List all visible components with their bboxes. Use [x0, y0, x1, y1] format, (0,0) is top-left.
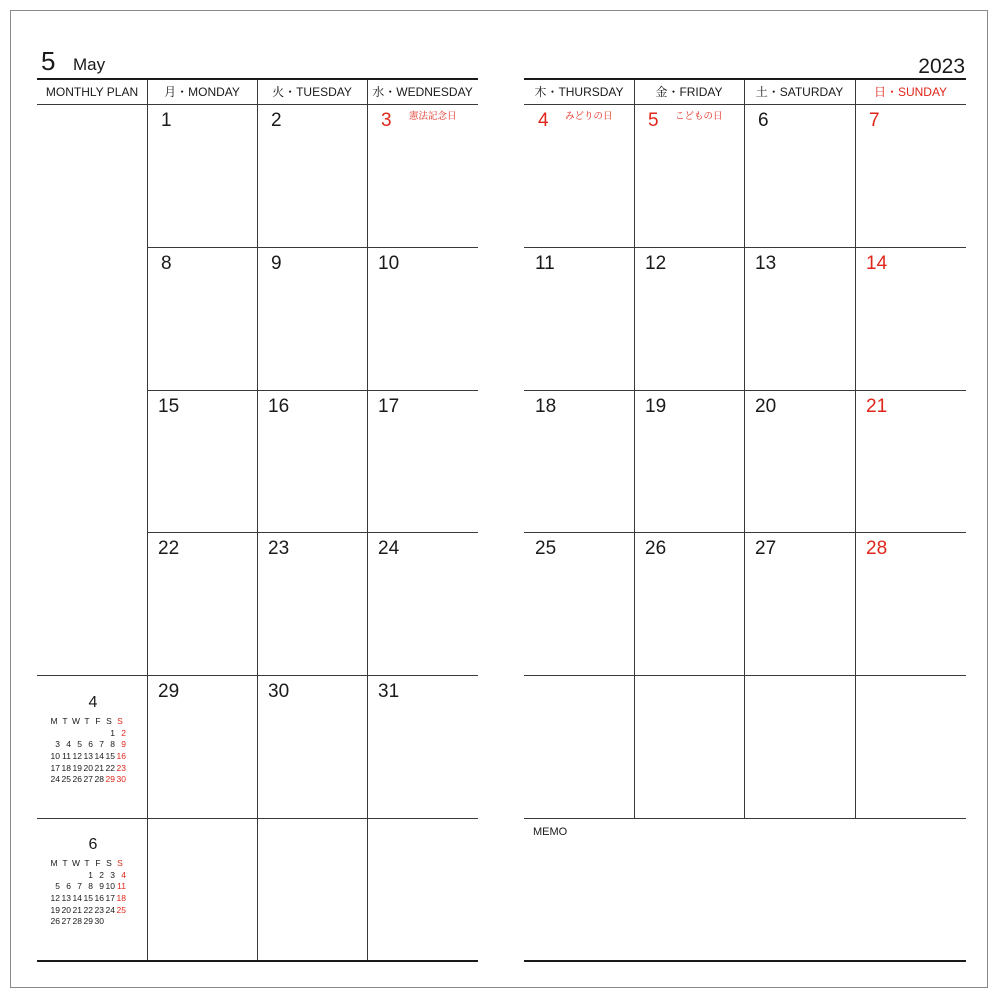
mini-calendar-day: 27 — [83, 774, 93, 785]
header-friday: 金・FRIDAY — [655, 85, 723, 99]
mini-calendar-day: 19 — [50, 904, 60, 915]
mini-calendar-week-row — [48, 881, 138, 893]
mini-calendar-week-row — [48, 728, 138, 740]
mini-calendar-day — [114, 916, 126, 928]
grid-hline — [524, 247, 966, 248]
day-number: 22 — [158, 538, 180, 559]
mini-calendar-day: 13 — [83, 751, 93, 762]
mini-calendar-day: 25 — [61, 774, 71, 785]
mini-calendar-day: 30 — [116, 774, 126, 785]
mini-calendar-grid — [48, 858, 138, 928]
mini-calendar-day: 20 — [61, 904, 71, 915]
day-number: 16 — [268, 396, 290, 417]
day-number: 19 — [645, 396, 667, 417]
day-number: 18 — [535, 396, 557, 417]
holiday-label: 憲法記念日 — [409, 111, 457, 122]
day-number: 23 — [268, 538, 290, 559]
mini-calendar-day: 17 — [105, 893, 115, 904]
page-frame — [10, 10, 988, 988]
monthly-plan-header: MONTHLY PLAN — [45, 85, 139, 99]
mini-calendar-day: 1 — [88, 869, 93, 880]
mini-calendar-day: 8 — [110, 739, 115, 750]
mini-calendar-weekday: M — [50, 858, 58, 868]
mini-calendar-day: 6 — [88, 739, 93, 750]
day-number: 21 — [866, 396, 888, 417]
mini-calendar-day: 4 — [121, 869, 126, 880]
grid-vline — [367, 80, 368, 961]
grid-vline — [855, 80, 856, 818]
mini-calendar-day: 24 — [105, 904, 115, 915]
mini-calendar-day: 9 — [121, 739, 126, 750]
day-number: 30 — [268, 681, 290, 702]
mini-calendar-day: 2 — [121, 727, 126, 738]
mini-calendar-day: 22 — [83, 904, 93, 915]
day-number: 25 — [535, 538, 557, 559]
holiday-label: こどもの日 — [675, 111, 723, 122]
mini-calendar-day: 30 — [94, 916, 104, 927]
grid-hline — [524, 818, 966, 819]
day-number: 31 — [378, 681, 400, 702]
header-saturday: 土・SATURDAY — [755, 85, 844, 99]
mini-calendar-day: 15 — [83, 893, 93, 904]
day-number: 5 — [648, 110, 659, 131]
grid-vline — [147, 80, 148, 961]
mini-calendar-weekday: F — [95, 858, 101, 868]
mini-calendar-day: 10 — [105, 881, 115, 892]
mini-calendar-weekday: F — [95, 716, 101, 726]
mini-calendar-day: 24 — [50, 774, 60, 785]
mini-calendar-day: 20 — [83, 762, 93, 773]
mini-calendar-weekday: S — [117, 858, 123, 868]
mini-calendar-weekday: T — [84, 858, 90, 868]
mini-calendar-week-row — [48, 893, 138, 905]
day-number: 10 — [378, 253, 400, 274]
mini-calendar-day: 14 — [94, 751, 104, 762]
grid-hline — [37, 675, 478, 676]
mini-calendar-day: 12 — [50, 893, 60, 904]
mini-calendar-weekday: S — [117, 716, 123, 726]
day-number: 3 — [381, 110, 392, 131]
mini-calendar-day: 16 — [116, 751, 126, 762]
mini-calendar-day: 14 — [72, 893, 82, 904]
mini-calendar-day: 7 — [77, 881, 82, 892]
grid-hline — [524, 532, 966, 533]
year-label: 2023 — [918, 55, 965, 78]
mini-calendar-day: 22 — [105, 762, 115, 773]
mini-calendar-day: 8 — [88, 881, 93, 892]
mini-calendar-day: 5 — [55, 881, 60, 892]
mini-calendar-month: 4 — [88, 694, 98, 711]
day-number: 4 — [538, 110, 549, 131]
grid-hline — [524, 675, 966, 676]
mini-calendar-day: 18 — [116, 893, 126, 904]
mini-calendar-weekday: W — [71, 716, 81, 726]
right-bottom-rule — [524, 960, 966, 962]
mini-calendar-day: 18 — [61, 762, 71, 773]
day-number: 9 — [271, 253, 282, 274]
header-wednesday: 水・WEDNESDAY — [372, 85, 473, 99]
grid-hline — [147, 532, 478, 533]
mini-calendar-weekday-row — [48, 716, 138, 728]
grid-hline — [147, 247, 478, 248]
mini-calendar-day: 9 — [99, 881, 104, 892]
memo-label: MEMO — [533, 826, 568, 838]
mini-calendar-week-row — [48, 905, 138, 917]
mini-calendar-weekday: S — [106, 716, 112, 726]
mini-calendar-day: 12 — [72, 751, 82, 762]
day-number: 6 — [758, 110, 769, 131]
mini-calendar-day: 19 — [72, 762, 82, 773]
month-name: May — [73, 55, 106, 74]
right-header-rule — [524, 104, 966, 105]
day-number: 17 — [378, 396, 400, 417]
day-number: 27 — [755, 538, 777, 559]
grid-hline — [524, 390, 966, 391]
day-number: 24 — [378, 538, 400, 559]
mini-calendar-day: 11 — [117, 881, 126, 892]
mini-calendar-weekday: T — [62, 858, 68, 868]
mini-calendar-week-row — [48, 739, 138, 751]
header-thursday: 木・THURSDAY — [534, 85, 624, 99]
mini-calendar-day: 27 — [61, 916, 71, 927]
day-number: 11 — [535, 253, 555, 274]
day-number: 1 — [161, 110, 172, 131]
mini-calendar-weekday-row — [48, 858, 138, 870]
day-number: 20 — [755, 396, 777, 417]
mini-calendar-day: 3 — [110, 869, 115, 880]
grid-vline — [634, 80, 635, 818]
day-number: 12 — [645, 253, 667, 274]
grid-hline — [37, 818, 478, 819]
mini-calendar-day: 21 — [94, 762, 104, 773]
left-bottom-rule — [37, 960, 478, 962]
mini-calendar-day: 4 — [66, 739, 71, 750]
mini-calendar-april — [48, 694, 138, 794]
mini-calendar-week-row — [48, 916, 138, 928]
header-tuesday: 火・TUESDAY — [272, 85, 352, 99]
mini-calendar-weekday: T — [62, 716, 68, 726]
mini-calendar-day: 10 — [50, 751, 60, 762]
mini-calendar-day: 1 — [110, 727, 115, 738]
mini-calendar-june — [48, 836, 138, 936]
mini-calendar-grid — [48, 716, 138, 786]
header-monday: 月・MONDAY — [164, 85, 240, 99]
mini-calendar-week-row — [48, 870, 138, 882]
mini-calendar-day: 15 — [105, 751, 115, 762]
mini-calendar-weekday: W — [71, 858, 81, 868]
mini-calendar-day: 28 — [72, 916, 82, 927]
mini-calendar-day: 29 — [105, 774, 115, 785]
header-sunday: 日・SUNDAY — [873, 85, 948, 99]
mini-calendar-day: 3 — [55, 739, 60, 750]
mini-calendar-day: 29 — [83, 916, 93, 927]
grid-hline — [147, 390, 478, 391]
mini-calendar-day: 6 — [66, 881, 71, 892]
mini-calendar-day: 26 — [72, 774, 82, 785]
day-number: 13 — [755, 253, 777, 274]
mini-calendar-day: 23 — [94, 904, 104, 915]
day-number: 15 — [158, 396, 180, 417]
mini-calendar-day: 25 — [116, 904, 126, 915]
mini-calendar-weekday: T — [84, 716, 90, 726]
mini-calendar-week-row — [48, 774, 138, 786]
mini-calendar-day: 26 — [50, 916, 60, 927]
mini-calendar-day: 21 — [72, 904, 82, 915]
holiday-label: みどりの日 — [565, 111, 613, 122]
mini-calendar-weekday: S — [106, 858, 112, 868]
mini-calendar-day: 2 — [99, 869, 104, 880]
grid-vline — [257, 80, 258, 961]
day-number: 26 — [645, 538, 667, 559]
mini-calendar-day: 23 — [116, 762, 126, 773]
mini-calendar-day: 17 — [50, 762, 60, 773]
mini-calendar-week-row — [48, 751, 138, 763]
day-number: 2 — [271, 110, 282, 131]
day-number: 29 — [158, 681, 180, 702]
mini-calendar-day: 13 — [61, 893, 71, 904]
day-number: 14 — [866, 253, 888, 274]
mini-calendar-day: 7 — [99, 739, 104, 750]
mini-calendar-week-row — [48, 763, 138, 775]
day-number: 7 — [869, 110, 880, 131]
mini-calendar-day: 16 — [94, 893, 104, 904]
day-number: 8 — [161, 253, 172, 274]
mini-calendar-day: 28 — [94, 774, 104, 785]
mini-calendar-weekday: M — [50, 716, 58, 726]
mini-calendar-day: 11 — [62, 751, 71, 762]
grid-vline — [744, 80, 745, 818]
mini-calendar-month: 6 — [88, 836, 98, 853]
day-number: 28 — [866, 538, 888, 559]
mini-calendar-day: 5 — [77, 739, 82, 750]
month-number: 5 — [41, 46, 56, 76]
